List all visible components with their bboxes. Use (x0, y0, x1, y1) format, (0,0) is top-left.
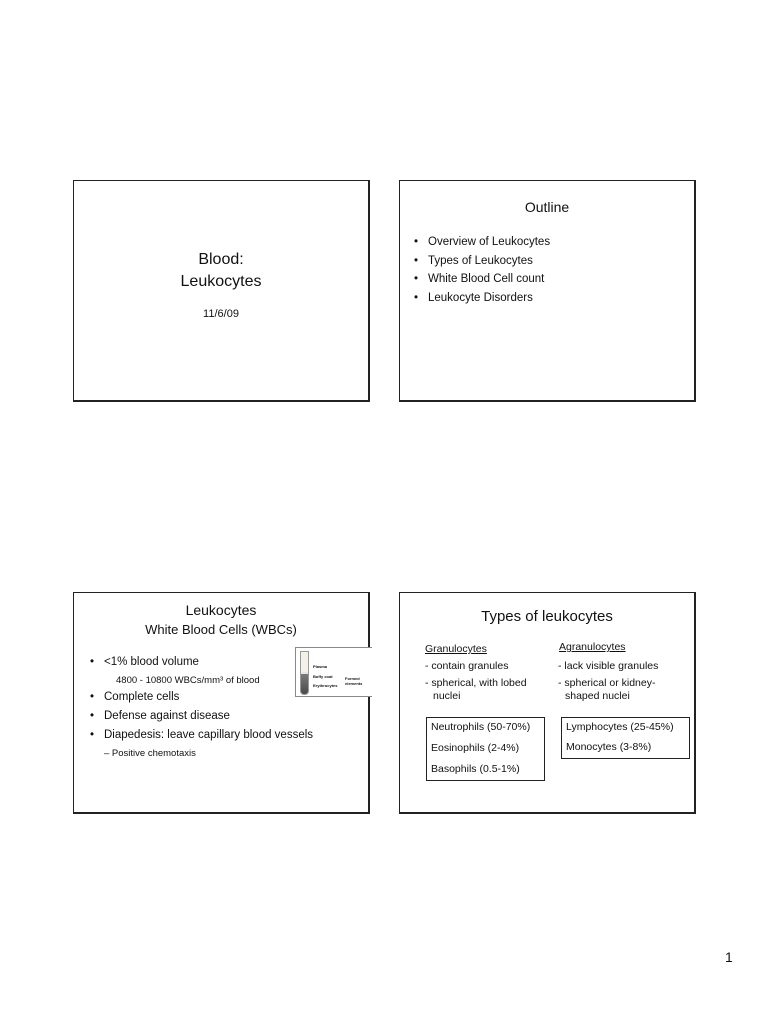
bullet-item: • Complete cells (90, 691, 180, 703)
formed-elements-label-2: elements (345, 681, 363, 686)
granulocytes-line: nuclei (433, 690, 461, 702)
outline-item: • Leukocyte Disorders (414, 292, 533, 305)
test-tube-image (300, 651, 309, 695)
outline-item: • Types of Leukocytes (414, 254, 533, 267)
sub-bullet: – Positive chemotaxis (104, 748, 196, 759)
agranulocytes-line: - lack visible granules (558, 660, 659, 672)
granulocytes-heading: Granulocytes (425, 643, 487, 655)
bullet-item: • <1% blood volume (90, 656, 199, 668)
slide-types-of-leukocytes (399, 592, 696, 814)
agranulocyte-type: Monocytes (3-8%) (566, 741, 652, 753)
slide-title (73, 180, 370, 402)
bullet-item: • Diapedesis: leave capillary blood vessels (90, 729, 314, 741)
erythrocytes-label: Erythrocytes (313, 683, 338, 688)
granulocyte-type: Basophils (0.5-1%) (431, 763, 520, 775)
page-number: 1 (725, 949, 733, 965)
bullet-item: • Defense against disease (90, 710, 230, 722)
slide-leukocytes (73, 592, 370, 814)
slide-date: 11/6/09 (203, 308, 239, 320)
title-line-2: Leukocytes (180, 273, 262, 290)
agranulocytes-line: shaped nuclei (565, 690, 630, 702)
granulocytes-line: - spherical, with lobed (425, 677, 527, 689)
buffy-coat-label: Buffy coat (313, 674, 333, 679)
outline-list (414, 233, 550, 308)
slide-outline (399, 180, 696, 402)
title-line-1: Blood: (198, 251, 244, 268)
granulocytes-box (426, 717, 545, 781)
agranulocyte-type: Lymphocytes (25-45%) (566, 721, 674, 733)
granulocyte-type: Neutrophils (50-70%) (431, 721, 531, 733)
outline-item: • White Blood Cell count (414, 273, 545, 286)
formed-elements-label-1: Formed (345, 676, 360, 681)
outline-title: Outline (524, 199, 570, 215)
plasma-label: Plasma (313, 664, 328, 669)
agranulocytes-heading: Agranulocytes (559, 641, 626, 653)
blood-tube-figure (295, 647, 372, 697)
leukocytes-subtitle: White Blood Cells (WBCs) (145, 622, 297, 637)
leukocytes-title: Leukocytes (185, 602, 257, 618)
types-title: Types of leukocytes (481, 608, 613, 625)
slide-title-heading (74, 249, 368, 293)
agranulocytes-line: - spherical or kidney- (558, 677, 656, 689)
agranulocytes-box (561, 717, 690, 759)
wbc-count-line: 4800 - 10800 WBCs/mm³ of blood (116, 675, 260, 686)
outline-item: • Overview of Leukocytes (414, 236, 551, 248)
granulocyte-type: Eosinophils (2-4%) (431, 742, 520, 754)
granulocytes-line: - contain granules (425, 660, 509, 672)
